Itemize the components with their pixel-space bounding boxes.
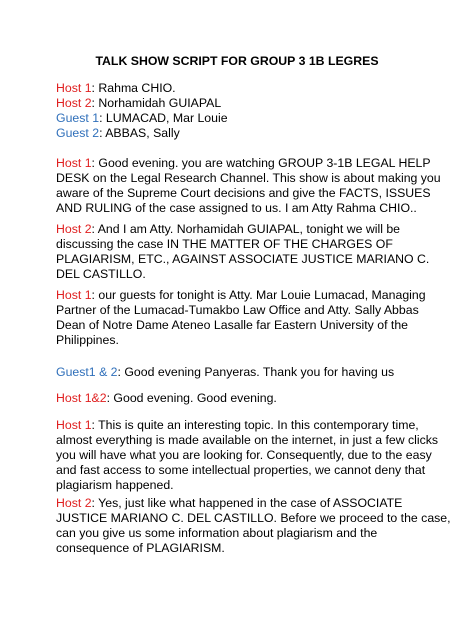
dialogue-line: : Good evening. you are watching GROUP 3-1B LEGAL HELP — [91, 156, 431, 170]
speaker-label: Guest 1 — [56, 111, 100, 125]
dialogue-line: : This is quite an interesting topic. In this contemporary time, — [91, 418, 419, 432]
cast-name: : ABBAS, Sally — [99, 126, 180, 140]
dialogue-host-1-topic — [56, 418, 439, 493]
dialogue-line: and fast access to some intellectual properties, we cannot deny that — [56, 463, 426, 477]
dialogue-line: : Yes, just like what happened in the case of ASSOCIATE — [91, 496, 403, 510]
dialogue-host-2-intro — [56, 222, 430, 282]
speaker-label: Host 1 — [56, 418, 92, 432]
dialogue-line: Dean of Notre Dame Ateneo Lasalle far Eastern University of the — [56, 318, 409, 332]
cast-list — [56, 81, 424, 141]
dialogue-line: : And I am Atty. Norhamidah GUIAPAL, tonight we will be — [91, 222, 401, 236]
dialogue-line: : Good evening Panyeras. Thank you for having us — [117, 365, 395, 379]
dialogue-hosts-greeting — [56, 391, 424, 406]
cast-name: : Norhamidah GUIAPAL — [91, 96, 222, 110]
speaker-label: Host 1 — [56, 288, 92, 302]
dialogue-line: Partner of the Lumacad-Tumakbo Law Office and Atty. Sally Abbas — [56, 303, 419, 317]
dialogue-line: DESK on the Legal Research Channel. This show is about making you — [56, 171, 441, 185]
dialogue-guests-greeting — [56, 365, 424, 380]
dialogue-line: AND RULING of the case assigned to us. I am Atty Rahma CHIO.. — [56, 201, 417, 215]
dialogue-line: discussing the case IN THE MATTER OF THE CHARGES OF — [56, 237, 393, 251]
dialogue-line: plagiarism happened. — [56, 478, 174, 492]
cast-host-2 — [56, 96, 424, 111]
cast-name: : Rahma CHIO. — [91, 81, 176, 95]
speaker-label: Guest1 & 2 — [56, 365, 118, 379]
cast-host-1 — [56, 81, 424, 96]
dialogue-host-2-case — [56, 496, 451, 556]
speaker-label: Host 2 — [56, 496, 92, 510]
speaker-label: Host 1&2 — [56, 391, 107, 405]
speaker-label: Host 2 — [56, 96, 92, 110]
speaker-label: Host 1 — [56, 156, 92, 170]
cast-name: : LUMACAD, Mar Louie — [99, 111, 228, 125]
dialogue-host-1-guests — [56, 288, 424, 348]
cast-guest-2 — [56, 126, 424, 141]
dialogue-line: : Good evening. Good evening. — [106, 391, 277, 405]
dialogue-line: Philippines. — [56, 333, 119, 347]
dialogue-line: you will have what you are looking for. Consequently, due to the easy — [56, 448, 432, 462]
speaker-label: Host 1 — [56, 81, 92, 95]
speaker-label: Host 2 — [56, 222, 92, 236]
dialogue-line: JUSTICE MARIANO C. DEL CASTILLO. Before we proceed to the case, — [56, 511, 451, 525]
dialogue-line: almost everything is made available on the internet, in just a few clicks — [56, 433, 439, 447]
dialogue-line: DEL CASTILLO. — [56, 267, 146, 281]
dialogue-line: : our guests for tonight is Atty. Mar Louie Lumacad, Managing — [91, 288, 426, 302]
dialogue-line: aware of the Supreme Court decisions and give the FACTS, ISSUES — [56, 186, 431, 200]
dialogue-host-1-intro — [56, 156, 441, 216]
dialogue-line: can you give us some information about plagiarism and the — [56, 526, 378, 540]
speaker-label: Guest 2 — [56, 126, 100, 140]
dialogue-line: PLAGIARISM, ETC., AGAINST ASSOCIATE JUSTICE MARIANO C. — [56, 252, 430, 266]
dialogue-line: consequence of PLAGIARISM. — [56, 541, 225, 555]
document-title: TALK SHOW SCRIPT FOR GROUP 3 1B LEGRES — [95, 54, 379, 68]
cast-guest-1 — [56, 111, 424, 126]
